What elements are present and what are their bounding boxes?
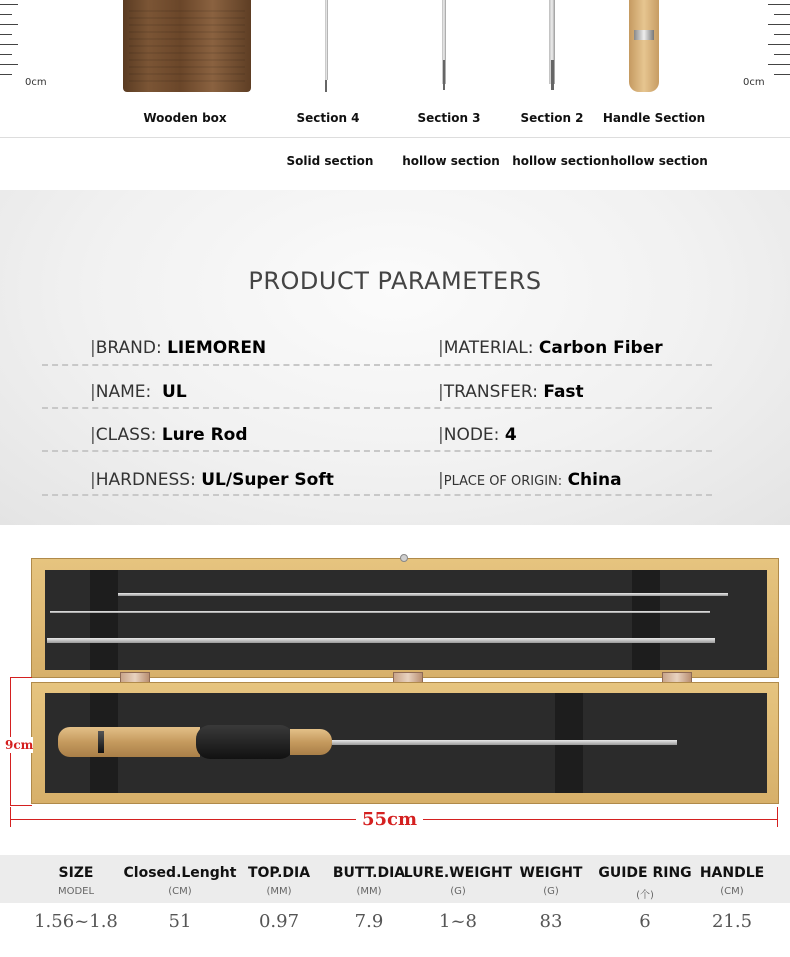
param-material: |MATERIAL: Carbon Fiber — [438, 338, 663, 358]
rod-section-4 — [118, 593, 728, 596]
spec-table: SIZE MODEL 1.56~1.8 Closed.Lenght (CM) 51 TOP.DIA (MM) 0.97 BUTT.DIA (MM) 7.9 LURE.WEIGHT (G) 1~8 WEIGHT (G) 83 GUIDE RING (个) 6 HANDLE (CM) 21.5 — [0, 855, 790, 957]
part-name-handle-section: Handle Section — [602, 111, 706, 125]
box-photo — [0, 525, 790, 855]
param-place-of-origin: |PLACE OF ORIGIN: China — [438, 470, 622, 490]
param-node: |NODE: 4 — [438, 425, 517, 445]
rod-section-2 — [47, 638, 715, 643]
ruler-left — [0, 0, 22, 80]
part-name-section-4: Section 4 — [296, 111, 360, 125]
height-dimension-label: 9cm — [5, 738, 34, 752]
part-type-section-3: hollow section — [402, 154, 500, 168]
param-class: |CLASS: Lure Rod — [90, 425, 248, 445]
rod-section-3 — [50, 611, 710, 613]
part-name-wooden-box: Wooden box — [143, 111, 227, 125]
section-4-image — [325, 0, 328, 80]
part-name-section-3: Section 3 — [417, 111, 481, 125]
part-type-handle-section: hollow section — [610, 154, 708, 168]
part-type-section-2: hollow section — [512, 154, 610, 168]
part-name-section-2: Section 2 — [520, 111, 584, 125]
ruler-left-label: 0cm — [25, 77, 47, 88]
param-transfer: |TRANSFER: Fast — [438, 382, 584, 402]
product-parameters-panel — [0, 190, 790, 525]
params-title: PRODUCT PARAMETERS — [248, 267, 542, 295]
length-dimension-label: 55cm — [356, 809, 423, 830]
param-name: |NAME: UL — [90, 382, 187, 402]
ruler-right-label: 0cm — [743, 77, 765, 88]
ruler-right — [768, 0, 790, 80]
part-type-section-4: Solid section — [286, 154, 374, 168]
reel-seat — [196, 725, 294, 759]
handle-section-image — [629, 0, 659, 92]
param-brand: |BRAND: LIEMOREN — [90, 338, 267, 358]
handle-blank — [332, 740, 677, 745]
fore-grip — [290, 729, 332, 755]
divider — [0, 137, 790, 138]
param-hardness: |HARDNESS: UL/Super Soft — [90, 470, 334, 490]
wooden-box-image — [123, 0, 251, 92]
parts-overview — [0, 0, 790, 190]
